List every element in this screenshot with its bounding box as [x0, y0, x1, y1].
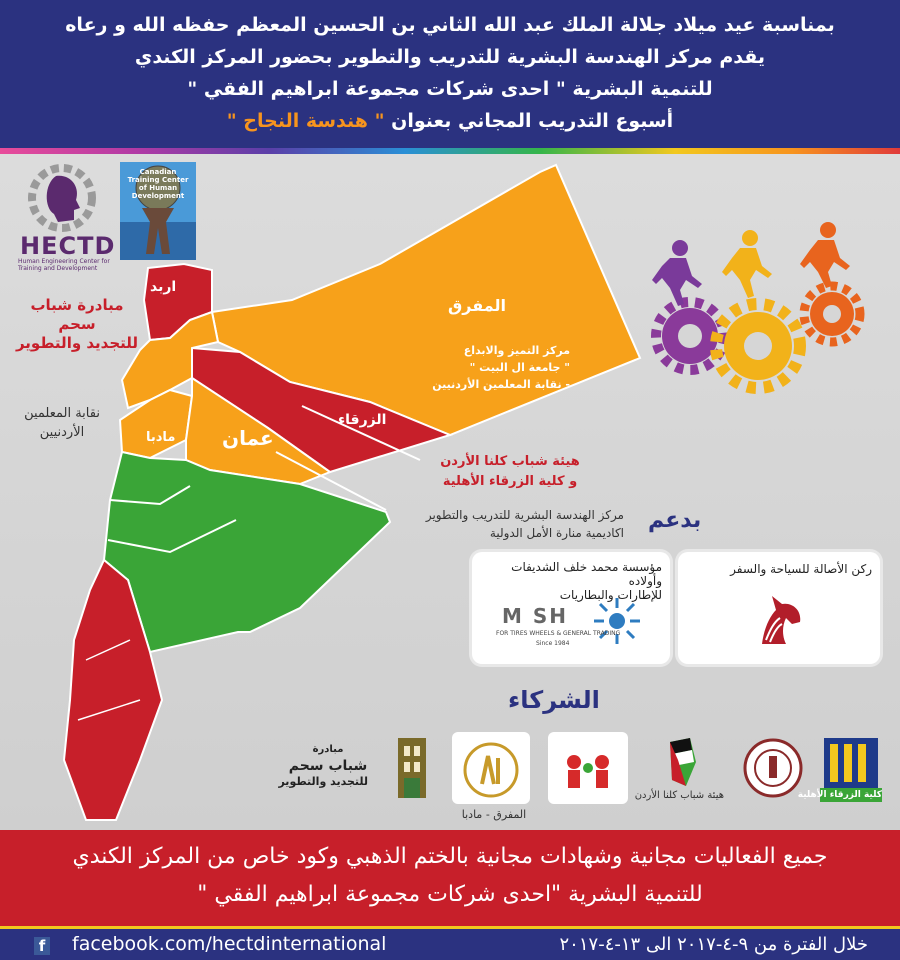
- mafraq-note-line-1: مركز التميز والابداع: [463, 344, 570, 357]
- irbid-note-line-1: مبادرة شباب: [30, 296, 124, 314]
- sponsor-card-shdeifat: [472, 552, 670, 664]
- sponsor-card-asala: [678, 552, 880, 664]
- msh-since: Since 1984: [536, 640, 570, 647]
- gears-runners-illustration: [640, 218, 872, 394]
- canadian-center-text: Canadian Training Center of Human Development: [127, 168, 189, 200]
- event-period: خلال الفترة من ٩-٤-٢٠١٧ الى ١٣-٤-٢٠١٧: [559, 934, 868, 955]
- partner-sahm-text: [278, 742, 368, 790]
- header-line-1: بمناسبة عيد ميلاد جلالة الملك عبد الله الثاني بن الحسين المعظم حفظه الله و رعاه: [65, 14, 835, 36]
- mafraq-note: [380, 342, 570, 393]
- event-title: " هندسة النجاح ": [226, 110, 385, 132]
- gear-icon-gold: [716, 304, 800, 388]
- amman-note: [388, 506, 624, 542]
- partner-sahm-line-2: شباب سحم: [288, 758, 368, 774]
- partner-logo-building: [380, 732, 444, 804]
- header-line-4-prefix: أسبوع التدريب المجاني بعنوان: [391, 110, 674, 132]
- map-label-mafraq: المفرق: [448, 296, 506, 315]
- mafraq-note-line-3: - نقابة المعلمين الأردنيين: [432, 378, 570, 391]
- building-icon: [380, 732, 444, 804]
- footer-bar: [0, 926, 900, 960]
- header-banner: [0, 0, 900, 152]
- social-work-icon: [548, 732, 628, 804]
- map-label-amman: عمان: [222, 426, 274, 450]
- runner-icon-orange: [800, 222, 850, 288]
- irbid-note-line-2: سحم: [58, 315, 96, 333]
- irbid-note: [8, 296, 146, 353]
- madaba-note-line-2: الأردنيين: [39, 425, 85, 440]
- zarqa-note-line-2: و كلية الزرقاء الأهلية: [442, 474, 578, 489]
- partner-logo-teachers: [452, 732, 530, 804]
- partner-mafraq-madaba: المفرق - مادبا: [461, 808, 527, 821]
- map-label-irbid: اربد: [150, 279, 177, 295]
- partner-logo-kolna: [634, 732, 724, 804]
- map-label-madaba: مادبا: [146, 430, 176, 445]
- partner-kolna-caption: هيئة شباب كلنا الأردن: [634, 790, 724, 801]
- sponsor-shdeifat-line-2: للإطارات والبطاريات: [559, 588, 662, 602]
- partner-sahm-line-3: للتجديد والتطوير: [278, 775, 368, 788]
- amman-note-line-1: مركز الهندسة البشرية للتدريب والتطوير: [425, 508, 624, 522]
- zarqa-note: [410, 452, 610, 492]
- facebook-link[interactable]: facebook.com/hectdinternational: [72, 933, 387, 955]
- footer-banner: [0, 830, 900, 926]
- amman-note-line-2: اكاديمية منارة الأمل الدولية: [489, 526, 624, 540]
- partner-logo-social-work: [548, 732, 628, 804]
- teachers-syndicate-icon: [452, 732, 530, 804]
- gear-icon-orange: [804, 286, 860, 342]
- sponsor-asala-name: ركن الأصالة للسياحة والسفر: [730, 562, 872, 576]
- madaba-note: [2, 404, 122, 442]
- facebook-icon: f: [34, 937, 50, 955]
- msh-tagline: FOR TIRES WHEELS & GENERAL TRADING: [496, 630, 621, 637]
- header-line-2: يقدم مركز الهندسة البشرية للتدريب والتطوير بحضور المركز الكندي: [134, 46, 766, 68]
- partner-sahm-line-1: مبادرة: [312, 744, 344, 755]
- madaba-note-line-1: نقابة المعلمين: [24, 406, 100, 421]
- horse-head-icon: [752, 588, 808, 648]
- map-label-zarqa: الزرقاء: [338, 412, 387, 428]
- hectd-subtitle: Human Engineering Center for Training and Development: [18, 258, 110, 272]
- sunburst-icon: [592, 596, 642, 646]
- support-title: بدعم: [648, 508, 702, 533]
- msh-logo-text: M SH: [502, 604, 569, 628]
- partner-zarqa-college-caption: كلية الزرقاء الأهلية: [797, 790, 882, 800]
- sponsor-shdeifat-line-1: مؤسسة محمد خلف الشديفات وأولاده: [511, 560, 662, 588]
- header-line-4: [10, 110, 890, 132]
- hectd-title: HECTD: [20, 232, 116, 260]
- runner-icon-yellow: [722, 230, 772, 298]
- mafraq-note-line-2: " جامعة ال البيت ": [469, 361, 570, 374]
- runner-icon-purple: [652, 240, 702, 306]
- irbid-note-line-3: للتجديد والتطوير: [15, 334, 139, 352]
- header-line-3: للتنمية البشرية " احدى شركات مجموعة ابراهيم الفقي ": [187, 78, 713, 100]
- region-south-green: [104, 452, 390, 652]
- footer-line-2: للتنمية البشرية "احدى شركات مجموعة ابراهيم الفقي ": [197, 882, 703, 907]
- jordan-flag-hand-icon: [646, 732, 724, 792]
- partner-logo-zarqa-college: [797, 732, 888, 804]
- partners-title: الشركاء: [508, 686, 600, 714]
- zarqa-note-line-1: هيئة شباب كلنا الأردن: [440, 454, 580, 469]
- footer-line-1: جميع الفعاليات مجانية وشهادات مجانية بالختم الذهبي وكود خاص من المركز الكندي: [72, 844, 828, 869]
